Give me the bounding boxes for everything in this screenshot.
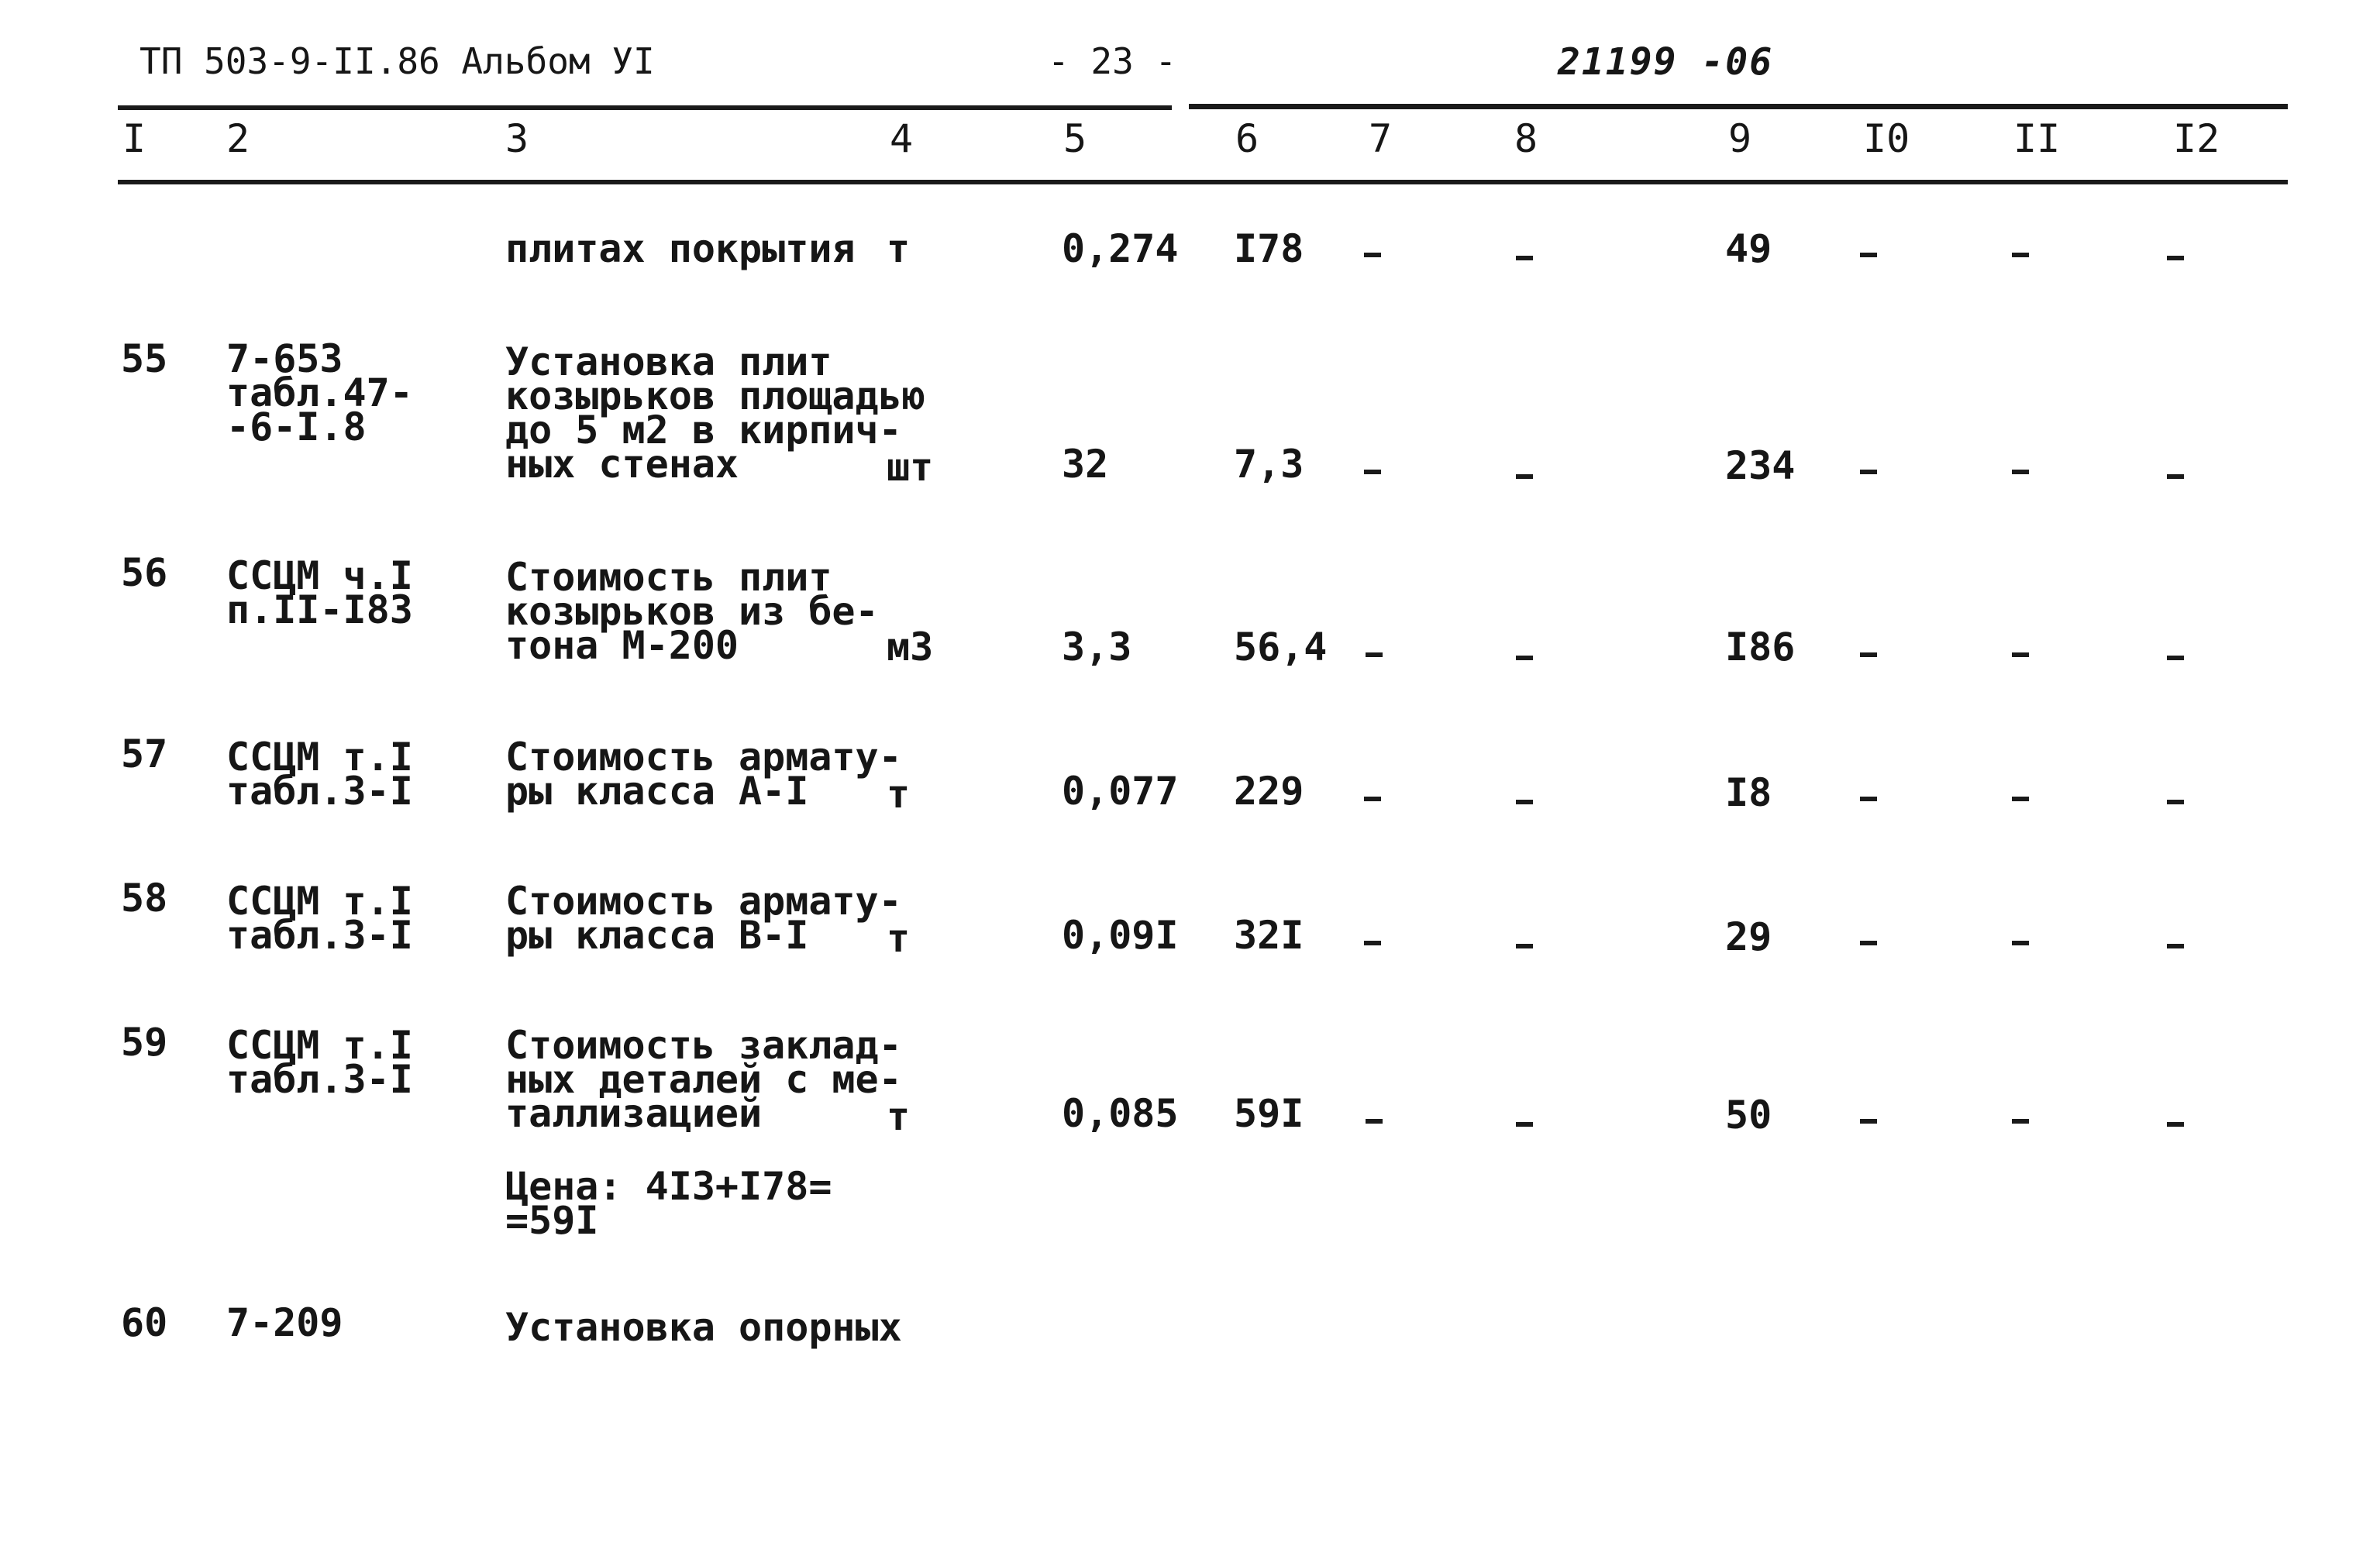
- row-code-line: 7-653: [226, 336, 343, 381]
- row-code-line: ССЦМ ч.I: [226, 553, 413, 598]
- row-code-line: табл.47-: [226, 370, 413, 415]
- row-col11-dash: [2012, 1119, 2029, 1124]
- row-col8-dash: [1516, 1122, 1533, 1127]
- row-col7-dash: [1364, 470, 1381, 474]
- row-col8-dash: [1516, 474, 1533, 479]
- column-number: 9: [1728, 116, 1752, 161]
- row-description-line: Стоимость армату-: [505, 735, 902, 780]
- row-quantity: 0,077: [1062, 769, 1179, 814]
- column-number: 5: [1063, 116, 1087, 161]
- row-col12-dash: [2167, 944, 2184, 948]
- row-col7-dash: [1364, 941, 1381, 945]
- row-number: 56: [121, 550, 168, 595]
- row-col11-dash: [2012, 797, 2029, 801]
- row-unit: т: [887, 772, 911, 817]
- row-col8-dash: [1516, 256, 1533, 260]
- row-quantity: 0,274: [1062, 226, 1179, 271]
- row-description-line: ных стенах: [505, 442, 739, 487]
- row-description-line: ных деталей с ме-: [505, 1057, 902, 1102]
- row-description-line: ры класса А-I: [505, 769, 809, 814]
- row-price: I78: [1234, 226, 1304, 271]
- row-col9: I8: [1725, 770, 1772, 815]
- row-col12-dash: [2167, 656, 2184, 660]
- row-unit: т: [887, 916, 911, 961]
- row-code-line: ССЦМ т.I: [226, 735, 413, 780]
- row-col9: 234: [1725, 443, 1796, 488]
- column-number: 3: [505, 116, 529, 161]
- column-number: I2: [2173, 116, 2220, 161]
- row-quantity: 32: [1062, 442, 1109, 487]
- row-unit: шт: [887, 445, 934, 490]
- row-description-line: Стоимость заклад-: [505, 1023, 902, 1068]
- row-number: 58: [121, 876, 168, 921]
- row-col10-dash: [1860, 253, 1877, 257]
- column-number: 6: [1235, 116, 1259, 161]
- price-note-line: Цена: 4I3+I78=: [505, 1164, 832, 1209]
- row-col10-dash: [1860, 797, 1877, 801]
- row-col7-dash: [1364, 797, 1381, 801]
- row-price: 32I: [1234, 913, 1304, 958]
- price-note-line: =59I: [505, 1198, 599, 1243]
- row-col11-dash: [2012, 253, 2029, 257]
- table-top-rule-right: [1189, 104, 2288, 109]
- table-top-rule-left: [118, 105, 1172, 110]
- row-description-line: плитах покрытия: [505, 226, 856, 271]
- column-number: 2: [226, 116, 250, 161]
- row-col11-dash: [2012, 652, 2029, 657]
- row-col11-dash: [2012, 941, 2029, 945]
- row-code-line: табл.3-I: [226, 913, 413, 958]
- row-description-line: Установка плит: [505, 339, 832, 384]
- row-code-line: п.II-I83: [226, 587, 413, 632]
- column-number: II: [2013, 116, 2061, 161]
- row-price: 7,3: [1234, 442, 1304, 487]
- row-col10-dash: [1860, 470, 1877, 474]
- header-bottom-rule: [118, 180, 2288, 184]
- row-col12-dash: [2167, 474, 2184, 479]
- column-number: 4: [890, 116, 914, 161]
- row-quantity: 0,085: [1062, 1091, 1179, 1136]
- document-reference: ТП 503-9-II.86 Альбом УI: [139, 40, 655, 82]
- row-col7-dash: [1364, 253, 1381, 257]
- row-unit: т: [887, 1094, 911, 1139]
- row-description-line: ры класса В-I: [505, 913, 809, 958]
- handwritten-code: 21199 -06: [1558, 40, 1774, 84]
- row-col7-dash: [1366, 1119, 1383, 1124]
- row-col12-dash: [2167, 256, 2184, 260]
- row-col8-dash: [1516, 800, 1533, 804]
- row-col9: 50: [1725, 1093, 1772, 1138]
- row-description-line: таллизацией: [505, 1091, 763, 1136]
- row-description-line: Стоимость плит: [505, 555, 832, 600]
- column-number: 7: [1369, 116, 1393, 161]
- row-col11-dash: [2012, 470, 2029, 474]
- row-description-line: Установка опорных: [505, 1305, 902, 1350]
- row-price: 59I: [1234, 1091, 1304, 1136]
- row-number: 55: [121, 336, 168, 381]
- column-number: I: [122, 116, 146, 161]
- row-col8-dash: [1516, 656, 1533, 660]
- row-quantity: 0,09I: [1062, 913, 1179, 958]
- row-col9: I86: [1725, 625, 1796, 670]
- row-price: 229: [1234, 769, 1304, 814]
- row-code-line: табл.3-I: [226, 1057, 413, 1102]
- row-description-line: Стоимость армату-: [505, 879, 902, 924]
- row-description-line: до 5 м2 в кирпич-: [505, 408, 902, 453]
- row-number: 57: [121, 732, 168, 776]
- row-number: 60: [121, 1300, 168, 1345]
- row-code-line: -6-I.8: [226, 404, 367, 449]
- row-code-line: ССЦМ т.I: [226, 1023, 413, 1068]
- row-col10-dash: [1860, 941, 1877, 945]
- column-number: I0: [1863, 116, 1910, 161]
- row-col10-dash: [1860, 1119, 1877, 1124]
- row-col8-dash: [1516, 944, 1533, 948]
- row-number: 59: [121, 1020, 168, 1065]
- row-unit: м3: [887, 625, 934, 670]
- row-col9: 29: [1725, 914, 1772, 959]
- row-col12-dash: [2167, 800, 2184, 804]
- page-number: - 23 -: [1048, 40, 1177, 82]
- row-description-line: козырьков из бе-: [505, 589, 879, 634]
- row-unit: т: [887, 226, 911, 271]
- row-price: 56,4: [1234, 625, 1328, 670]
- row-quantity: 3,3: [1062, 625, 1132, 670]
- row-code-line: табл.3-I: [226, 769, 413, 814]
- row-col10-dash: [1860, 652, 1877, 657]
- row-description-line: козырьков площадью: [505, 374, 925, 418]
- column-number: 8: [1514, 116, 1538, 161]
- row-code-line: 7-209: [226, 1300, 343, 1345]
- row-description-line: тона М-200: [505, 623, 739, 668]
- row-col7-dash: [1366, 652, 1383, 657]
- row-col12-dash: [2167, 1122, 2184, 1127]
- row-code-line: ССЦМ т.I: [226, 879, 413, 924]
- row-col9: 49: [1725, 226, 1772, 271]
